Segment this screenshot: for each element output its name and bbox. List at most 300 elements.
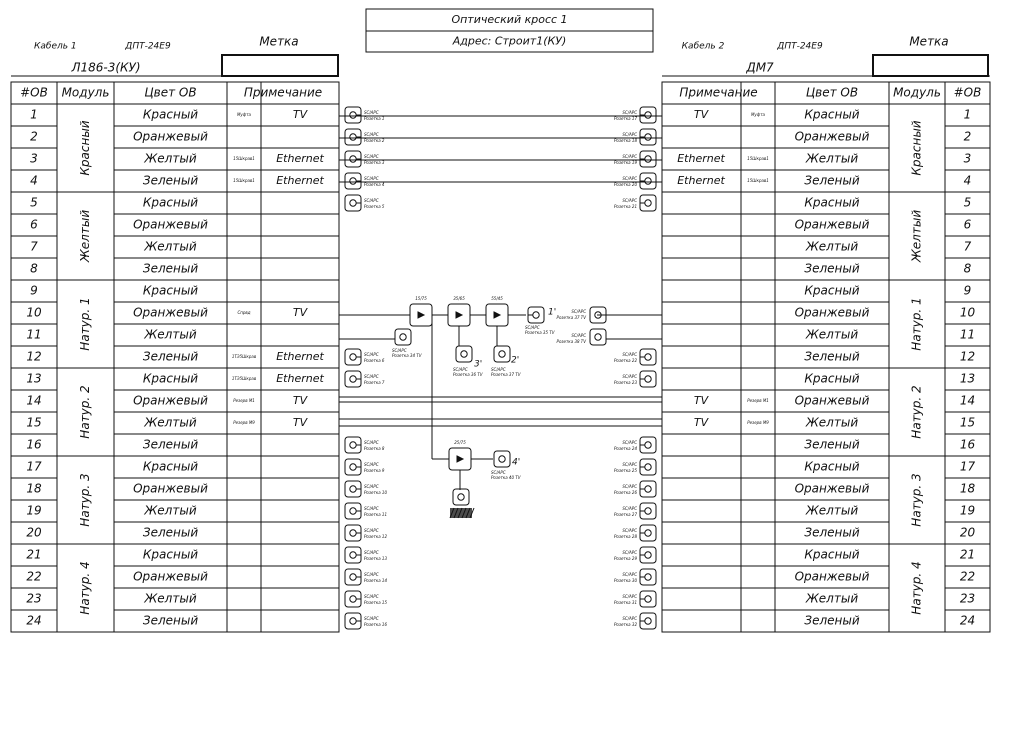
right-fiber-color: Оранжевый [794, 129, 870, 144]
left-note-small: 1ТЭ5Шкрав [231, 376, 257, 381]
splitter-arrow [494, 312, 500, 318]
left-connector-12 [345, 525, 361, 541]
left-connector-label-port: Розетка 7 [364, 380, 385, 385]
right-connector-label-port: Розетка 25 [613, 468, 637, 473]
connector-body [494, 346, 510, 362]
connector-port [645, 178, 651, 184]
left-fiber-color: Красный [142, 283, 199, 298]
right-note-small: 15Шкрав1 [747, 178, 769, 183]
splitter-out-connector-2 [494, 346, 510, 362]
left-fiber-color: Желтый [144, 151, 197, 166]
left-fiber-color: Желтый [144, 415, 197, 430]
left-note-small: Резерв М9 [233, 420, 255, 425]
left-connector-label-port: Розетка 9 [364, 468, 385, 473]
left-note: Ethernet [276, 174, 324, 187]
left-connector-7 [345, 371, 361, 387]
left-note-small: 15Шкрав1 [233, 178, 255, 183]
right-fiber-number: 22 [959, 569, 976, 584]
right-fiber-color: Желтый [805, 591, 859, 606]
left-note-small: Муфта [236, 112, 252, 117]
connector-port [350, 486, 356, 492]
left-connector-label-port: Розетка 5 [364, 204, 385, 209]
connector-port [645, 134, 651, 140]
left-connector-label-port: Розетка 10 [364, 490, 388, 495]
conn-c11-type: SC/APC [392, 348, 407, 353]
right-fiber-number: 16 [959, 437, 976, 452]
right-connector-label-type: SC/APC [622, 352, 637, 357]
left-fiber-number: 16 [26, 437, 42, 452]
connector-port [350, 178, 356, 184]
left-fiber-color: Оранжевый [133, 305, 208, 320]
conn-c4-type: SC/APC [491, 470, 506, 475]
connector-port [350, 530, 356, 536]
connector-port [645, 596, 651, 602]
left-connector-label-type: SC/APC [364, 462, 379, 467]
connector-port [350, 376, 356, 382]
right-connector-label-type: SC/APC [622, 110, 637, 115]
conn-c3-port: Розетка 36 TV [453, 372, 483, 377]
right-fiber-color: Красный [804, 283, 860, 298]
left-module-label: Натур. 3 [78, 473, 92, 527]
left-header-module: Модуль [61, 85, 110, 100]
right-connector-label-type: SC/APC [622, 198, 637, 203]
left-fiber-number: 17 [26, 459, 42, 474]
left-cable-label: Кабель 1 [34, 41, 77, 52]
right-header-color: Цвет ОВ [805, 85, 859, 100]
right-fiber-color: Зеленый [804, 173, 860, 188]
right-note: Ethernet [677, 152, 725, 165]
left-connector-13 [345, 547, 361, 563]
left-fiber-color: Зеленый [142, 261, 199, 276]
left-connector-label-type: SC/APC [364, 198, 379, 203]
left-fiber-number: 11 [26, 327, 42, 342]
left-connector-1 [345, 107, 361, 123]
right-connector-31 [640, 591, 656, 607]
left-module-label: Натур. 4 [78, 561, 92, 615]
right-fiber-number: 8 [963, 261, 972, 276]
left-fiber-color: Зеленый [142, 349, 199, 364]
conn-c1-type: SC/APC [525, 325, 540, 330]
right-module-label: Красный [909, 120, 924, 176]
right-fiber-color: Оранжевый [794, 305, 870, 320]
right-fiber-number: 23 [959, 591, 976, 606]
right-connector-label-type: SC/APC [622, 462, 637, 467]
right-fiber-color: Красный [804, 459, 860, 474]
left-fiber-color: Зеленый [142, 173, 199, 188]
left-fiber-number: 18 [26, 481, 42, 496]
left-note: Ethernet [276, 350, 324, 363]
connector-port [461, 351, 467, 357]
connector-port [645, 200, 651, 206]
left-fiber-number: 12 [26, 349, 42, 364]
splitter-arrow [457, 456, 463, 462]
left-fiber-color: Красный [142, 459, 199, 474]
left-fiber-color: Красный [142, 195, 199, 210]
connector-port [645, 442, 651, 448]
left-fiber-number: 2 [30, 129, 38, 144]
right-header-module: Модуль [893, 85, 941, 100]
right-connector-23 [640, 371, 656, 387]
connector-body [453, 489, 469, 505]
right-fiber-number: 17 [959, 459, 976, 474]
right-connector-28 [640, 525, 656, 541]
right-connector-22 [640, 349, 656, 365]
left-connector-label-port: Розетка 11 [364, 512, 388, 517]
left-fiber-number: 6 [30, 217, 38, 232]
right-fiber-number: 18 [959, 481, 976, 496]
left-connector-5 [345, 195, 361, 211]
right-fiber-color: Зеленый [804, 613, 860, 628]
conn-r10-type: SC/APC [571, 309, 586, 314]
splitter-node-3: 3' [474, 359, 483, 370]
left-note-small: Спрвд [237, 310, 251, 315]
right-connector-label-port: Розетка 17 [613, 116, 637, 121]
right-fiber-color: Желтый [805, 503, 859, 518]
terminator-connector [453, 489, 469, 505]
right-mark-label: Метка [909, 34, 949, 49]
right-fiber-color: Оранжевый [794, 569, 870, 584]
right-fiber-color: Оранжевый [794, 481, 870, 496]
right-header-fiber: #ОВ [953, 85, 982, 100]
right-module-label: Натур. 1 [909, 297, 924, 351]
connector-port [645, 552, 651, 558]
connector-port [645, 574, 651, 580]
splitter-3 [486, 304, 508, 326]
conn-c11-port: Розетка 34 TV [392, 353, 422, 358]
right-connector-label-port: Розетка 32 [613, 622, 637, 627]
left-note-small: 15Шкрав1 [233, 156, 255, 161]
connector-body [590, 329, 606, 345]
right-connector-label-type: SC/APC [622, 506, 637, 511]
right-connector-label-type: SC/APC [622, 154, 637, 159]
splitter-3-label: 55/45 [491, 296, 503, 301]
right-connector-27 [640, 503, 656, 519]
left-connector-label-type: SC/APC [364, 616, 379, 621]
left-connector-6 [345, 349, 361, 365]
left-connector-label-port: Розетка 2 [364, 138, 385, 143]
splitter-out-connector-4 [494, 451, 510, 467]
left-connector-label-type: SC/APC [364, 440, 379, 445]
left-cable-name: Л186-3(КУ) [71, 60, 141, 75]
left-fiber-color: Желтый [144, 503, 197, 518]
left-fiber-number: 20 [26, 525, 42, 540]
right-connector-32 [640, 613, 656, 629]
conn-c3-type: SC/APC [453, 367, 468, 372]
left-fiber-color: Оранжевый [133, 481, 208, 496]
conn-c2-type: SC/APC [491, 367, 506, 372]
connector-port [350, 618, 356, 624]
left-connector-14 [345, 569, 361, 585]
left-connector-label-port: Розетка 6 [364, 358, 385, 363]
right-connector-19 [640, 151, 656, 167]
left-fiber-color: Желтый [144, 591, 197, 606]
right-fiber-number: 11 [959, 327, 976, 342]
right-connector-label-type: SC/APC [622, 594, 637, 599]
center-connector-right11 [590, 329, 606, 345]
right-note: TV [693, 394, 709, 407]
left-fiber-number: 22 [26, 569, 42, 584]
connector-port [350, 442, 356, 448]
right-fiber-number: 6 [963, 217, 972, 232]
left-note: TV [292, 416, 308, 429]
left-fiber-number: 19 [26, 503, 42, 518]
left-connector-11 [345, 503, 361, 519]
right-connector-label-port: Розетка 24 [613, 446, 637, 451]
connector-port [458, 494, 464, 500]
left-connector-label-type: SC/APC [364, 528, 379, 533]
left-note: Ethernet [276, 152, 324, 165]
right-note-small: 15Шкрав1 [747, 156, 769, 161]
left-fiber-number: 14 [26, 393, 42, 408]
connector-port [645, 508, 651, 514]
right-fiber-number: 20 [959, 525, 976, 540]
left-fiber-color: Красный [142, 107, 199, 122]
right-connector-26 [640, 481, 656, 497]
left-mark-label: Метка [259, 34, 299, 49]
connector-port [350, 200, 356, 206]
connector-port [350, 354, 356, 360]
right-connector-label-port: Розетка 28 [613, 534, 637, 539]
left-connector-16 [345, 613, 361, 629]
splitter-arrow [456, 312, 462, 318]
right-connector-label-type: SC/APC [622, 616, 637, 621]
splitter-1 [410, 304, 432, 326]
left-fiber-color: Желтый [144, 239, 197, 254]
right-fiber-number: 12 [959, 349, 976, 364]
left-connector-label-port: Розетка 16 [364, 622, 388, 627]
left-fiber-color: Оранжевый [133, 129, 208, 144]
right-fiber-color: Зеленый [804, 349, 860, 364]
left-connector-label-port: Розетка 1 [364, 116, 385, 121]
right-fiber-number: 3 [963, 151, 972, 166]
left-connector-label-port: Розетка 4 [364, 182, 385, 187]
right-fiber-number: 4 [963, 173, 972, 188]
right-connector-label-port: Розетка 27 [613, 512, 637, 517]
right-connector-18 [640, 129, 656, 145]
right-connector-30 [640, 569, 656, 585]
connector-port [350, 156, 356, 162]
right-connector-17 [640, 107, 656, 123]
right-connector-24 [640, 437, 656, 453]
conn-r10-port: Розетка 37 TV [556, 315, 586, 320]
right-fiber-color: Желтый [805, 327, 859, 342]
right-fiber-number: 19 [959, 503, 976, 518]
right-connector-label-port: Розетка 19 [613, 160, 637, 165]
right-fiber-number: 5 [963, 195, 972, 210]
left-connector-label-port: Розетка 14 [364, 578, 388, 583]
left-fiber-color: Зеленый [142, 613, 199, 628]
connector-port [533, 312, 539, 318]
connector-port [350, 508, 356, 514]
left-connector-label-type: SC/APC [364, 550, 379, 555]
left-fiber-number: 10 [26, 305, 42, 320]
right-fiber-color: Красный [804, 107, 860, 122]
left-fiber-number: 24 [26, 613, 42, 628]
right-fiber-color: Оранжевый [794, 393, 870, 408]
left-fiber-color: Оранжевый [133, 393, 208, 408]
right-fiber-color: Желтый [805, 239, 859, 254]
left-connector-label-type: SC/APC [364, 506, 379, 511]
splitter-arrow [418, 312, 424, 318]
right-module-label: Натур. 2 [909, 385, 924, 439]
left-fiber-number: 9 [30, 283, 38, 298]
left-module-label: Красный [78, 120, 92, 176]
left-note: TV [292, 306, 308, 319]
right-connector-label-type: SC/APC [622, 572, 637, 577]
right-fiber-color: Красный [804, 371, 860, 386]
left-connector-2 [345, 129, 361, 145]
right-fiber-color: Оранжевый [794, 217, 870, 232]
left-connector-4 [345, 173, 361, 189]
left-fiber-number: 13 [26, 371, 42, 386]
connector-port [350, 134, 356, 140]
right-fiber-number: 10 [959, 305, 976, 320]
left-fiber-color: Красный [142, 547, 199, 562]
connector-port [350, 552, 356, 558]
right-connector-label-port: Розетка 21 [613, 204, 637, 209]
right-fiber-number: 2 [963, 129, 972, 144]
left-note-small: 1ТЭ5Шкрав [231, 354, 257, 359]
splitter-node-2: 2' [511, 355, 520, 366]
left-note: TV [292, 394, 308, 407]
table-texts [20, 13, 981, 628]
right-fiber-color: Зеленый [804, 525, 860, 540]
right-cable-type: ДПТ-24Е9 [777, 41, 823, 52]
connector-body [395, 329, 411, 345]
splitter-out-connector-1 [528, 307, 544, 323]
right-cable-name: ДМ7 [746, 60, 774, 75]
left-connector-label-type: SC/APC [364, 154, 379, 159]
right-connector-label-type: SC/APC [622, 440, 637, 445]
left-connector-label-port: Розетка 8 [364, 446, 385, 451]
page-title: Оптический кросс 1 [451, 13, 568, 26]
right-connector-label-port: Розетка 26 [613, 490, 637, 495]
left-fiber-number: 23 [26, 591, 42, 606]
left-header-note: Примечание [243, 85, 323, 100]
left-fiber-color: Зеленый [142, 525, 199, 540]
left-connector-label-port: Розетка 15 [364, 600, 388, 605]
right-fiber-color: Зеленый [804, 437, 860, 452]
left-connector-10 [345, 481, 361, 497]
right-fiber-number: 9 [963, 283, 972, 298]
right-note-small: Резерв М1 [747, 398, 769, 403]
left-fiber-number: 8 [30, 261, 38, 276]
right-connector-label-port: Розетка 22 [613, 358, 637, 363]
right-fiber-number: 21 [959, 547, 976, 562]
address-label: Адрес: Строит1(КУ) [452, 34, 567, 48]
right-module-label: Желтый [909, 209, 924, 263]
splitter-4 [449, 448, 471, 470]
center-connector-row11 [395, 329, 411, 345]
connector-port [645, 354, 651, 360]
splitter-2 [448, 304, 470, 326]
right-fiber-color: Зеленый [804, 261, 860, 276]
connector-port [645, 112, 651, 118]
right-fiber-number: 7 [963, 239, 972, 254]
connector-port [400, 334, 406, 340]
right-fiber-color: Желтый [805, 415, 859, 430]
connector-port [645, 530, 651, 536]
left-connector-label-type: SC/APC [364, 484, 379, 489]
connector-port [350, 464, 356, 470]
left-fiber-color: Красный [142, 371, 199, 386]
left-connector-8 [345, 437, 361, 453]
right-connector-label-type: SC/APC [622, 374, 637, 379]
left-fiber-number: 21 [26, 547, 42, 562]
left-note-small: Резерв М1 [233, 398, 255, 403]
terminator-hatch [450, 508, 474, 518]
connector-port [350, 574, 356, 580]
right-connector-20 [640, 173, 656, 189]
right-module-label: Натур. 4 [909, 561, 924, 615]
left-fiber-color: Зеленый [142, 437, 199, 452]
right-fiber-number: 13 [959, 371, 976, 386]
connector-body [494, 451, 510, 467]
right-note: TV [693, 108, 709, 121]
right-note: TV [693, 416, 709, 429]
right-fiber-number: 15 [959, 415, 976, 430]
splitter-4-label: 25/75 [454, 440, 466, 445]
left-fiber-color: Оранжевый [133, 569, 208, 584]
left-fiber-number: 1 [30, 107, 38, 122]
connector-port [645, 464, 651, 470]
connector-port [645, 486, 651, 492]
splitter-out-connector-3 [456, 346, 472, 362]
right-connector-label-port: Розетка 29 [613, 556, 637, 561]
connector-port [499, 351, 505, 357]
left-connector-label-port: Розетка 13 [364, 556, 388, 561]
right-connector-21 [640, 195, 656, 211]
connector-port [350, 596, 356, 602]
left-header-color: Цвет ОВ [144, 85, 197, 100]
left-note: TV [292, 108, 308, 121]
splitter-2-label: 35/65 [453, 296, 465, 301]
right-connector-label-port: Розетка 30 [613, 578, 637, 583]
right-connector-label-type: SC/APC [622, 176, 637, 181]
right-connector-label-port: Розетка 31 [613, 600, 637, 605]
right-fiber-number: 14 [959, 393, 976, 408]
left-connector-label-port: Розетка 12 [364, 534, 388, 539]
splitter-1-label: 15/75 [415, 296, 427, 301]
left-cable-type: ДПТ-24Е9 [125, 41, 171, 52]
right-fiber-color: Желтый [805, 151, 859, 166]
left-fiber-number: 7 [30, 239, 38, 254]
conn-r11-type: SC/APC [571, 333, 586, 338]
left-fiber-number: 5 [30, 195, 38, 210]
left-connector-label-type: SC/APC [364, 594, 379, 599]
left-connector-3 [345, 151, 361, 167]
connector-port [645, 156, 651, 162]
right-header-note: Примечание [679, 85, 758, 100]
right-mark-box [873, 55, 988, 76]
right-connector-25 [640, 459, 656, 475]
right-connector-label-port: Розетка 20 [613, 182, 637, 187]
right-note-small: Резерв М9 [747, 420, 769, 425]
conn-c2-port: Розетка 37 TV [491, 372, 521, 377]
left-connector-label-port: Розетка 3 [364, 160, 385, 165]
right-cable-label: Кабель 2 [681, 41, 725, 52]
left-note: Ethernet [276, 372, 324, 385]
connector-body [456, 346, 472, 362]
left-connector-9 [345, 459, 361, 475]
left-module-label: Натур. 1 [78, 297, 92, 351]
splitter-node-1: 1' [548, 307, 557, 318]
right-fiber-color: Красный [804, 547, 860, 562]
conn-r11-port: Розетка 38 TV [556, 339, 586, 344]
right-connector-label-port: Розетка 18 [613, 138, 637, 143]
left-fiber-number: 3 [30, 151, 38, 166]
connector-port [350, 112, 356, 118]
